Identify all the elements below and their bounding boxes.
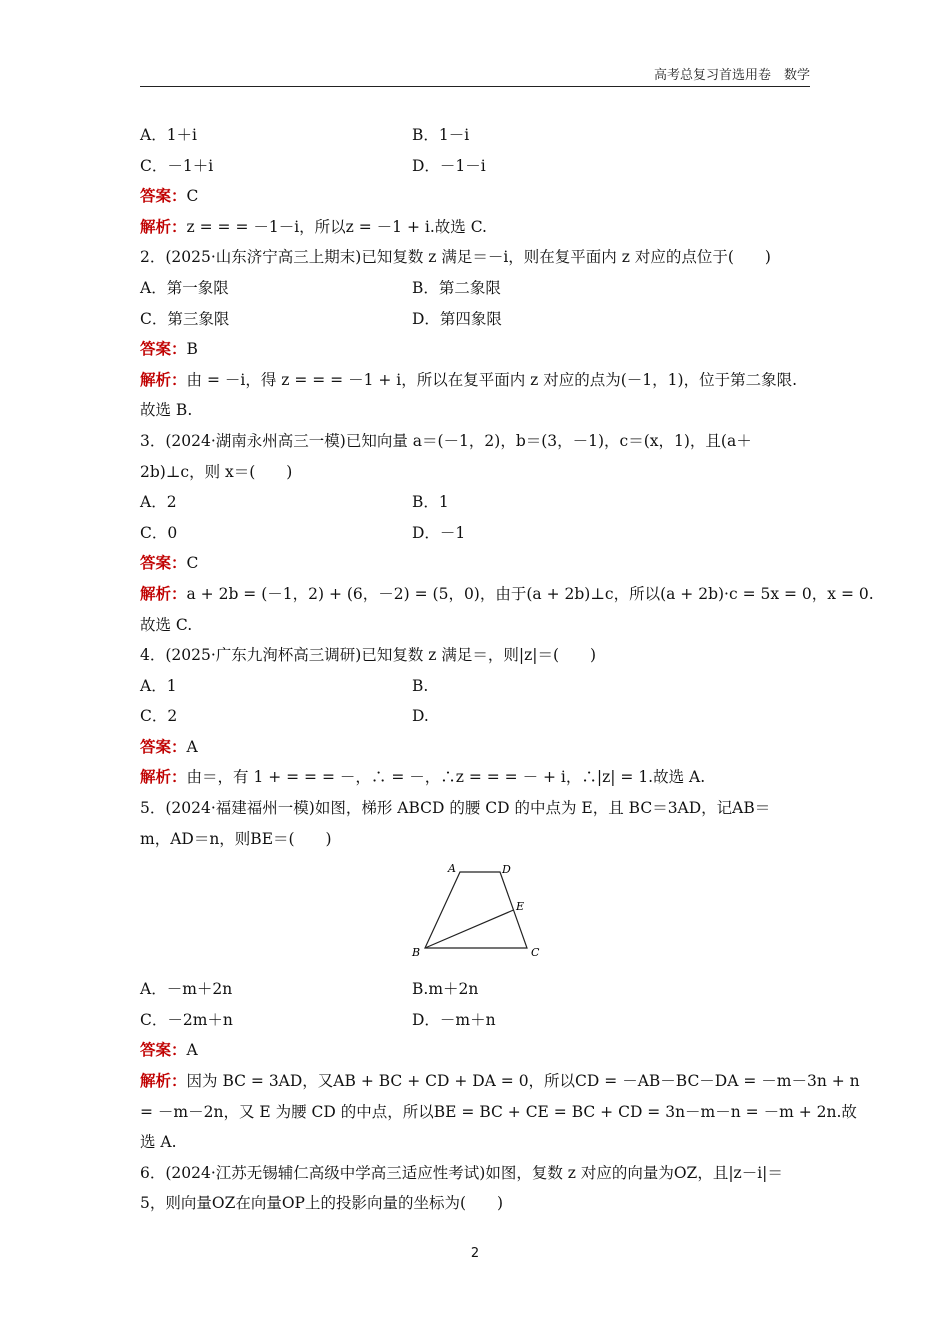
q5-options-row-2 bbox=[140, 1005, 812, 1036]
analysis-label: 解析： bbox=[140, 584, 187, 603]
answer-label: 答案： bbox=[140, 187, 187, 206]
answer-label: 答案： bbox=[140, 554, 187, 573]
q5-option-d: D．－m＋n bbox=[412, 1010, 496, 1029]
q3-stem: 3．(2024·湖南永州高三一模)已知向量 a＝(－1，2)，b＝(3，－1)，c＝(x，1)，且(a＋ bbox=[140, 431, 752, 450]
page-number: 2 bbox=[470, 1246, 480, 1261]
q2-option-a: A．第一象限 bbox=[140, 278, 229, 297]
q5-answer bbox=[140, 1035, 812, 1066]
q3-options-row-2 bbox=[140, 518, 812, 549]
q5-option-a: A．－m＋2n bbox=[140, 980, 233, 999]
answer-value: A bbox=[186, 737, 198, 756]
q3-option-d: D．－1 bbox=[412, 523, 466, 542]
label-d: D bbox=[502, 863, 511, 877]
answer-label: 答案： bbox=[140, 1041, 187, 1060]
analysis-label: 解析： bbox=[140, 768, 187, 787]
q5-options-row-1 bbox=[140, 974, 812, 1005]
q1-option-a: A．1＋i bbox=[140, 126, 198, 144]
answer-label: 答案： bbox=[140, 737, 187, 756]
answer-value: C bbox=[186, 187, 199, 206]
q3-answer bbox=[140, 548, 812, 579]
analysis-label: 解析： bbox=[140, 1072, 187, 1091]
answer-label: 答案： bbox=[140, 340, 187, 359]
q2-analysis-cont: 故选 B. bbox=[140, 401, 193, 420]
analysis-text: z = = = －1－i，所以z = －1 + i.故选 C. bbox=[186, 217, 487, 236]
answer-value: B bbox=[186, 340, 198, 359]
q2-answer bbox=[140, 334, 812, 365]
q5-analysis-cont: = －m－2n，又 E 为腰 CD 的中点，所以BE = BC + CE = BC + CD = 3n－m－n = －m + 2n.故 bbox=[140, 1102, 857, 1121]
q5-stem-cont: m，AD＝n，则BE＝( ) bbox=[140, 829, 332, 848]
q4-options-row-1 bbox=[140, 671, 812, 702]
q5-stem: 5．(2024·福建福州一模)如图，梯形 ABCD 的腰 CD 的中点为 E，且 BC＝3AD，记AB＝ bbox=[140, 799, 771, 818]
q4-options-row-2 bbox=[140, 701, 812, 732]
q2-analysis bbox=[140, 365, 812, 396]
label-b: B bbox=[412, 946, 421, 960]
q3-option-b: B．1 bbox=[412, 493, 449, 512]
q3-option-a: A．2 bbox=[140, 493, 177, 512]
q3-analysis bbox=[140, 579, 874, 610]
analysis-text: a + 2b = (－1，2) + (6，－2) = (5，0)，由于(a + 2b)⊥c，所以(a + 2b)·c = 5x = 0，x = 0. bbox=[186, 584, 874, 603]
q1-analysis bbox=[140, 212, 812, 243]
q4-option-d: D. bbox=[412, 707, 429, 726]
q2-options-row-2 bbox=[140, 304, 812, 335]
q4-option-b: B. bbox=[412, 676, 429, 695]
q4-option-a: A．1 bbox=[140, 676, 177, 695]
q3-option-c: C．0 bbox=[140, 523, 178, 542]
trapezoid-diagram bbox=[405, 860, 555, 960]
q1-options-row-2 bbox=[140, 151, 812, 182]
q5-option-c: C．－2m＋n bbox=[140, 1010, 233, 1029]
page-content bbox=[140, 120, 874, 1219]
answer-value: C bbox=[186, 554, 199, 573]
q2-options-row-1 bbox=[140, 273, 812, 304]
analysis-label: 解析： bbox=[140, 370, 187, 389]
q1-option-c: C．－1＋i bbox=[140, 156, 214, 175]
analysis-text: 由 = －i，得 z = = = －1 + i，所以在复平面内 z 对应的点为(－1，1)，位于第二象限. bbox=[186, 370, 798, 389]
q2-option-b: B．第二象限 bbox=[412, 278, 501, 297]
page-header bbox=[140, 64, 810, 87]
answer-value: A bbox=[186, 1041, 198, 1060]
q4-option-c: C．2 bbox=[140, 707, 178, 726]
q6-stem: 6．(2024·江苏无锡辅仁高级中学高三适应性考试)如图，复数 z 对应的向量为OZ，且|z－i|＝ bbox=[140, 1163, 783, 1182]
trapezoid-figure bbox=[140, 854, 812, 974]
header-title: 高考总复习首选用卷 数学 bbox=[653, 68, 810, 83]
q5-analysis-cont-2: 选 A. bbox=[140, 1133, 177, 1152]
q1-answer bbox=[140, 181, 812, 212]
analysis-text: 由＝，有 1 + = = = －，∴ = －，∴z = = = － + i，∴|z| = 1.故选 A. bbox=[186, 768, 706, 787]
label-a: A bbox=[448, 862, 456, 876]
q4-answer bbox=[140, 732, 812, 763]
q2-option-c: C．第三象限 bbox=[140, 309, 230, 328]
q4-stem: 4．(2025·广东九洵杯高三调研)已知复数 z 满足＝，则|z|＝( ) bbox=[140, 646, 597, 665]
analysis-label: 解析： bbox=[140, 217, 187, 236]
q5-analysis bbox=[140, 1066, 860, 1097]
trapezoid-shape bbox=[425, 872, 527, 948]
segment-be bbox=[425, 910, 514, 948]
q6-stem-cont: 5，则向量OZ在向量OP上的投影向量的坐标为( ) bbox=[140, 1194, 504, 1213]
q2-option-d: D．第四象限 bbox=[412, 309, 502, 328]
q1-option-d: D．－1－i bbox=[412, 156, 486, 175]
label-e: E bbox=[516, 900, 525, 914]
q3-analysis-cont: 故选 C. bbox=[140, 615, 193, 634]
q5-option-b: B.m＋2n bbox=[412, 980, 479, 999]
q2-stem: 2．(2025·山东济宁高三上期末)已知复数 z 满足＝－i，则在复平面内 z 对应的点位于( ) bbox=[140, 248, 771, 267]
q1-option-b: B．1－i bbox=[412, 126, 470, 144]
q3-stem-cont: 2b)⊥c，则 x＝( ) bbox=[140, 462, 293, 481]
label-c: C bbox=[531, 946, 540, 960]
analysis-text: 因为 BC = 3AD，又AB + BC + CD + DA = 0，所以CD = －AB－BC－DA = －m－3n + n bbox=[186, 1072, 860, 1091]
q1-options-row-1 bbox=[140, 120, 812, 151]
q4-analysis bbox=[140, 762, 812, 793]
q3-options-row-1 bbox=[140, 487, 812, 518]
